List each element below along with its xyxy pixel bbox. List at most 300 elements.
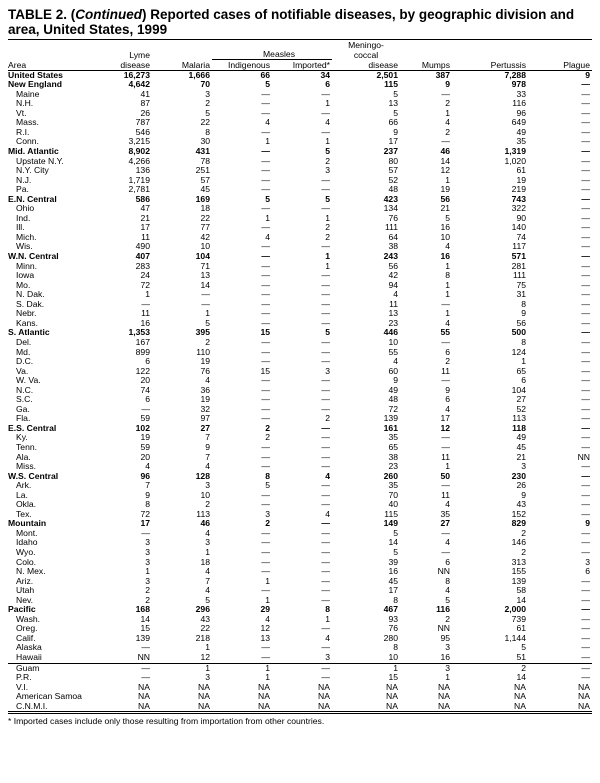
- value-cell: 116: [436, 605, 450, 615]
- value-cell: —: [581, 299, 590, 309]
- value-cell: —: [321, 299, 330, 309]
- table-row: [8, 683, 592, 693]
- value-cell: 116: [512, 99, 526, 109]
- value-cell: 4: [445, 586, 450, 596]
- value-cell: 96: [140, 471, 150, 481]
- value-cell: 20: [140, 452, 150, 462]
- table-row: [8, 128, 592, 138]
- value-cell: —: [261, 404, 270, 414]
- table-row: [8, 567, 592, 577]
- value-cell: 51: [516, 653, 526, 662]
- value-cell: 74: [516, 232, 526, 242]
- value-cell: —: [528, 663, 592, 673]
- table-row: [8, 357, 592, 367]
- value-cell: 110: [196, 347, 210, 357]
- value-cell: 5: [325, 328, 330, 338]
- value-cell: 1,666: [188, 70, 210, 80]
- value-cell: NN: [137, 653, 150, 662]
- table-row: [8, 80, 592, 90]
- value-cell: 1: [445, 261, 450, 271]
- value-cell: —: [321, 452, 330, 462]
- value-cell: 2: [452, 663, 528, 673]
- value-cell: 27: [440, 519, 450, 529]
- value-cell: NA: [400, 702, 452, 712]
- table-row: [8, 500, 592, 510]
- area-cell: Kans.: [16, 318, 38, 328]
- value-cell: 4,266: [128, 156, 150, 166]
- value-cell: 2: [265, 423, 270, 433]
- table-row: [8, 548, 592, 558]
- value-cell: 15: [140, 624, 150, 634]
- value-cell: —: [321, 242, 330, 252]
- table-row: [8, 395, 592, 405]
- value-cell: 57: [200, 175, 210, 185]
- value-cell: 6: [445, 347, 450, 357]
- value-cell: 10: [388, 337, 398, 347]
- area-cell: Guam: [8, 663, 104, 673]
- value-cell: —: [581, 175, 590, 185]
- value-cell: 4: [205, 586, 210, 596]
- value-cell: 47: [140, 204, 150, 214]
- value-cell: NA: [578, 692, 590, 702]
- value-cell: 19: [516, 175, 526, 185]
- value-cell: 4: [265, 118, 270, 128]
- value-cell: 1: [265, 595, 270, 605]
- value-cell: —: [261, 252, 270, 262]
- table-row: [8, 481, 592, 491]
- value-cell: 3: [145, 557, 150, 567]
- header-measles: Measles: [212, 50, 332, 60]
- value-cell: 1,020: [504, 156, 526, 166]
- value-cell: 8: [445, 271, 450, 281]
- value-cell: 35: [388, 433, 398, 443]
- header-indigenous: Indigenous: [212, 60, 272, 71]
- value-cell: —: [201, 290, 210, 300]
- value-cell: 8: [265, 471, 270, 481]
- area-cell: Idaho: [16, 538, 38, 548]
- value-cell: 155: [511, 567, 526, 577]
- value-cell: 446: [383, 328, 398, 338]
- value-cell: 56: [388, 261, 398, 271]
- value-cell: —: [261, 309, 270, 319]
- value-cell: 42: [388, 271, 398, 281]
- value-cell: —: [261, 557, 270, 567]
- value-cell: —: [581, 442, 590, 452]
- table-row: [8, 70, 592, 80]
- table-row: [8, 137, 592, 147]
- value-cell: 8,902: [128, 147, 150, 157]
- table-row: [8, 643, 592, 653]
- value-cell: —: [261, 156, 270, 166]
- value-cell: 64: [388, 232, 398, 242]
- area-cell: V.I.: [16, 682, 29, 692]
- value-cell: —: [321, 357, 330, 367]
- value-cell: 56: [516, 318, 526, 328]
- value-cell: 20: [140, 376, 150, 386]
- value-cell: 49: [388, 385, 398, 395]
- value-cell: 2: [205, 337, 210, 347]
- header-pertussis: Pertussis: [452, 60, 528, 71]
- value-cell: —: [321, 576, 330, 586]
- value-cell: —: [581, 347, 590, 357]
- value-cell: 48: [388, 185, 398, 195]
- value-cell: —: [581, 328, 590, 338]
- value-cell: 4: [445, 538, 450, 548]
- table-row: [8, 252, 592, 262]
- value-cell: —: [581, 673, 590, 683]
- table-row: [8, 328, 592, 338]
- value-cell: —: [261, 299, 270, 309]
- value-cell: 571: [511, 252, 526, 262]
- value-cell: 2: [445, 127, 450, 137]
- value-cell: 115: [384, 509, 398, 519]
- value-cell: 56: [440, 194, 450, 204]
- value-cell: 3: [145, 576, 150, 586]
- value-cell: 169: [195, 194, 210, 204]
- area-cell: Colo.: [16, 557, 37, 567]
- value-cell: NN: [577, 452, 590, 462]
- value-cell: —: [261, 318, 270, 328]
- value-cell: 1: [325, 213, 330, 223]
- value-cell: 2: [205, 500, 210, 510]
- value-cell: —: [441, 376, 450, 386]
- value-cell: —: [581, 614, 590, 624]
- area-cell: Wyo.: [16, 547, 36, 557]
- value-cell: 260: [383, 471, 398, 481]
- value-cell: —: [261, 99, 270, 109]
- value-cell: —: [321, 404, 330, 414]
- value-cell: 387: [435, 70, 450, 80]
- value-cell: —: [261, 643, 270, 653]
- value-cell: —: [141, 643, 150, 653]
- value-cell: 5: [265, 194, 270, 204]
- value-cell: 167: [135, 337, 150, 347]
- table-row: [8, 176, 592, 186]
- value-cell: 93: [388, 614, 398, 624]
- value-cell: —: [261, 290, 270, 300]
- value-cell: 40: [388, 500, 398, 510]
- value-cell: 36: [200, 385, 210, 395]
- table-row: [8, 109, 592, 119]
- value-cell: —: [321, 528, 330, 538]
- area-cell: Wash.: [16, 614, 41, 624]
- value-cell: 3: [205, 673, 210, 683]
- value-cell: —: [261, 271, 270, 281]
- value-cell: 31: [516, 290, 526, 300]
- value-cell: 13: [388, 309, 398, 319]
- value-cell: —: [581, 309, 590, 319]
- value-cell: NA: [578, 682, 590, 692]
- value-cell: 14: [140, 614, 150, 624]
- value-cell: 9: [145, 490, 150, 500]
- value-cell: —: [261, 395, 270, 405]
- area-cell: La.: [16, 490, 28, 500]
- value-cell: 29: [260, 605, 270, 615]
- value-cell: 5: [325, 147, 330, 157]
- table-row: [8, 118, 592, 128]
- value-cell: 4: [265, 232, 270, 242]
- value-cell: —: [321, 204, 330, 214]
- value-cell: NA: [138, 692, 150, 702]
- value-cell: 2: [325, 223, 330, 233]
- value-cell: 11: [441, 452, 450, 462]
- page: [8, 7, 592, 726]
- footnote: * Imported cases include only those resulting from importation from other countries.: [8, 713, 592, 726]
- value-cell: NN: [437, 567, 450, 577]
- value-cell: 407: [135, 252, 150, 262]
- value-cell: —: [261, 442, 270, 452]
- value-cell: —: [321, 290, 330, 300]
- area-cell: Nev.: [16, 595, 34, 605]
- value-cell: NN: [437, 624, 450, 634]
- area-cell: Ill.: [16, 223, 25, 233]
- table-row: [8, 615, 592, 625]
- table-row: [8, 577, 592, 587]
- value-cell: 8: [393, 595, 398, 605]
- header-imported: Imported*: [272, 60, 332, 71]
- value-cell: 5: [445, 213, 450, 223]
- value-cell: 5: [393, 547, 398, 557]
- value-cell: 80: [388, 156, 398, 166]
- value-cell: 2: [145, 595, 150, 605]
- value-cell: 72: [140, 509, 150, 519]
- value-cell: 118: [512, 423, 526, 433]
- header-lyme-2: disease: [104, 60, 152, 71]
- value-cell: 23: [388, 318, 398, 328]
- table-row: [8, 233, 592, 243]
- value-cell: —: [581, 653, 590, 662]
- value-cell: 22: [200, 118, 210, 128]
- value-cell: —: [321, 673, 330, 683]
- value-cell: 16: [140, 318, 150, 328]
- value-cell: —: [261, 500, 270, 510]
- table-row: [8, 309, 592, 319]
- value-cell: 4: [265, 614, 270, 624]
- value-cell: —: [581, 586, 590, 596]
- area-cell: Mo.: [16, 280, 31, 290]
- title-prefix: TABLE 2. (: [8, 7, 76, 22]
- value-cell: 649: [511, 118, 526, 128]
- header-meningo-1: Meningo-: [332, 40, 400, 50]
- value-cell: 490: [135, 242, 150, 252]
- value-cell: 48: [388, 395, 398, 405]
- value-cell: NA: [152, 702, 212, 712]
- value-cell: 11: [141, 309, 150, 319]
- area-cell: Miss.: [16, 462, 37, 472]
- value-cell: 9: [205, 442, 210, 452]
- value-cell: 1: [152, 663, 212, 673]
- value-cell: —: [141, 299, 150, 309]
- value-cell: 16: [388, 567, 398, 577]
- table-row: [8, 185, 592, 195]
- value-cell: —: [321, 395, 330, 405]
- value-cell: 978: [511, 80, 526, 90]
- table-row: [8, 510, 592, 520]
- value-cell: —: [441, 137, 450, 147]
- area-cell: Ind.: [16, 213, 31, 223]
- value-cell: —: [261, 261, 270, 271]
- value-cell: —: [441, 433, 450, 443]
- value-cell: —: [581, 242, 590, 252]
- value-cell: —: [321, 127, 330, 137]
- table-row: [8, 605, 592, 615]
- table-row: [8, 90, 592, 100]
- area-cell: N.Y. City: [16, 166, 49, 176]
- value-cell: —: [261, 108, 270, 118]
- area-cell: D.C.: [16, 357, 34, 367]
- area-cell: N.J.: [16, 175, 32, 185]
- table-row: [8, 348, 592, 358]
- value-cell: —: [261, 347, 270, 357]
- value-cell: 423: [383, 194, 398, 204]
- table-row: [8, 386, 592, 396]
- area-cell: Ark.: [16, 481, 32, 491]
- value-cell: 3: [145, 538, 150, 548]
- value-cell: 33: [516, 89, 526, 99]
- table-row: [8, 663, 592, 673]
- value-cell: —: [321, 624, 330, 634]
- value-cell: —: [321, 376, 330, 386]
- table-row: [8, 596, 592, 606]
- value-cell: 43: [200, 614, 210, 624]
- value-cell: 1: [332, 663, 400, 673]
- value-cell: —: [321, 462, 330, 472]
- value-cell: —: [321, 481, 330, 491]
- value-cell: 140: [511, 223, 526, 233]
- value-cell: —: [581, 156, 590, 166]
- value-cell: 117: [512, 242, 526, 252]
- area-cell: Hawaii: [16, 653, 42, 662]
- value-cell: 70: [200, 80, 210, 90]
- area-cell: Minn.: [16, 261, 38, 271]
- area-cell: Fla.: [16, 414, 31, 424]
- value-cell: —: [321, 538, 330, 548]
- value-cell: —: [581, 624, 590, 634]
- value-cell: —: [581, 252, 590, 262]
- value-cell: —: [581, 376, 590, 386]
- value-cell: 9: [445, 385, 450, 395]
- value-cell: 21: [516, 452, 526, 462]
- value-cell: 4: [393, 357, 398, 367]
- value-cell: 18: [200, 204, 210, 214]
- value-cell: —: [581, 500, 590, 510]
- value-cell: 2: [445, 614, 450, 624]
- value-cell: 1,144: [504, 633, 526, 643]
- value-cell: 15: [260, 366, 270, 376]
- value-cell: 15: [260, 328, 270, 338]
- value-cell: —: [441, 299, 450, 309]
- area-cell: Utah: [16, 586, 35, 596]
- value-cell: 55: [388, 347, 398, 357]
- value-cell: —: [581, 271, 590, 281]
- value-cell: 6: [445, 557, 450, 567]
- area-cell: N. Dak.: [16, 290, 45, 300]
- value-cell: 113: [512, 414, 526, 424]
- value-cell: —: [581, 118, 590, 128]
- value-cell: —: [581, 166, 590, 176]
- area-cell: Pacific: [8, 605, 36, 615]
- value-cell: 139: [511, 576, 526, 586]
- value-cell: —: [581, 395, 590, 405]
- area-cell: United States: [8, 70, 63, 80]
- value-cell: 18: [200, 557, 210, 567]
- table-row: [8, 99, 592, 109]
- value-cell: 787: [135, 118, 150, 128]
- value-cell: 322: [511, 204, 526, 214]
- value-cell: —: [441, 337, 450, 347]
- table-row: [8, 262, 592, 272]
- value-cell: 2: [445, 99, 450, 109]
- header-malaria: Malaria: [152, 60, 212, 71]
- area-cell: Wis.: [16, 242, 33, 252]
- value-cell: 102: [135, 423, 150, 433]
- value-cell: 2: [521, 547, 526, 557]
- value-cell: NA: [438, 692, 450, 702]
- value-cell: —: [261, 376, 270, 386]
- value-cell: 9: [445, 80, 450, 90]
- value-cell: 17: [140, 519, 150, 529]
- value-cell: —: [581, 462, 590, 472]
- area-cell: R.I.: [16, 127, 30, 137]
- value-cell: 14: [388, 538, 398, 548]
- value-cell: 8: [445, 576, 450, 586]
- area-cell: E.N. Central: [8, 194, 57, 204]
- value-cell: —: [581, 232, 590, 242]
- value-cell: NA: [212, 702, 272, 712]
- value-cell: 1: [325, 614, 330, 624]
- table-row: [8, 491, 592, 501]
- value-cell: —: [261, 185, 270, 195]
- value-cell: 395: [195, 328, 210, 338]
- value-cell: —: [321, 89, 330, 99]
- value-cell: NA: [104, 702, 152, 712]
- value-cell: 3: [205, 481, 210, 491]
- value-cell: 13: [260, 633, 270, 643]
- value-cell: —: [581, 595, 590, 605]
- area-cell: Okla.: [16, 500, 37, 510]
- table-row: [8, 453, 592, 463]
- value-cell: 281: [511, 261, 526, 271]
- value-cell: 10: [200, 490, 210, 500]
- value-cell: 6: [325, 80, 330, 90]
- value-cell: 6: [145, 357, 150, 367]
- value-cell: 21: [140, 213, 150, 223]
- table-row: [8, 586, 592, 596]
- value-cell: 230: [511, 471, 526, 481]
- value-cell: 17: [440, 414, 450, 424]
- value-cell: 19: [140, 433, 150, 443]
- value-cell: 3: [205, 89, 210, 99]
- value-cell: —: [581, 433, 590, 443]
- table-row: [8, 653, 592, 663]
- header-mumps: Mumps: [400, 60, 452, 71]
- value-cell: NA: [258, 682, 270, 692]
- table-row: [8, 433, 592, 443]
- value-cell: —: [581, 137, 590, 147]
- value-cell: 16,273: [123, 70, 150, 80]
- value-cell: 9: [585, 70, 590, 80]
- area-cell: Mich.: [16, 232, 37, 242]
- value-cell: 60: [388, 366, 398, 376]
- value-cell: 75: [516, 280, 526, 290]
- value-cell: —: [581, 108, 590, 118]
- value-cell: 743: [511, 194, 526, 204]
- value-cell: 8: [393, 643, 398, 653]
- value-cell: 7: [205, 452, 210, 462]
- value-cell: —: [321, 547, 330, 557]
- value-cell: 59: [140, 442, 150, 452]
- table-row: [8, 338, 592, 348]
